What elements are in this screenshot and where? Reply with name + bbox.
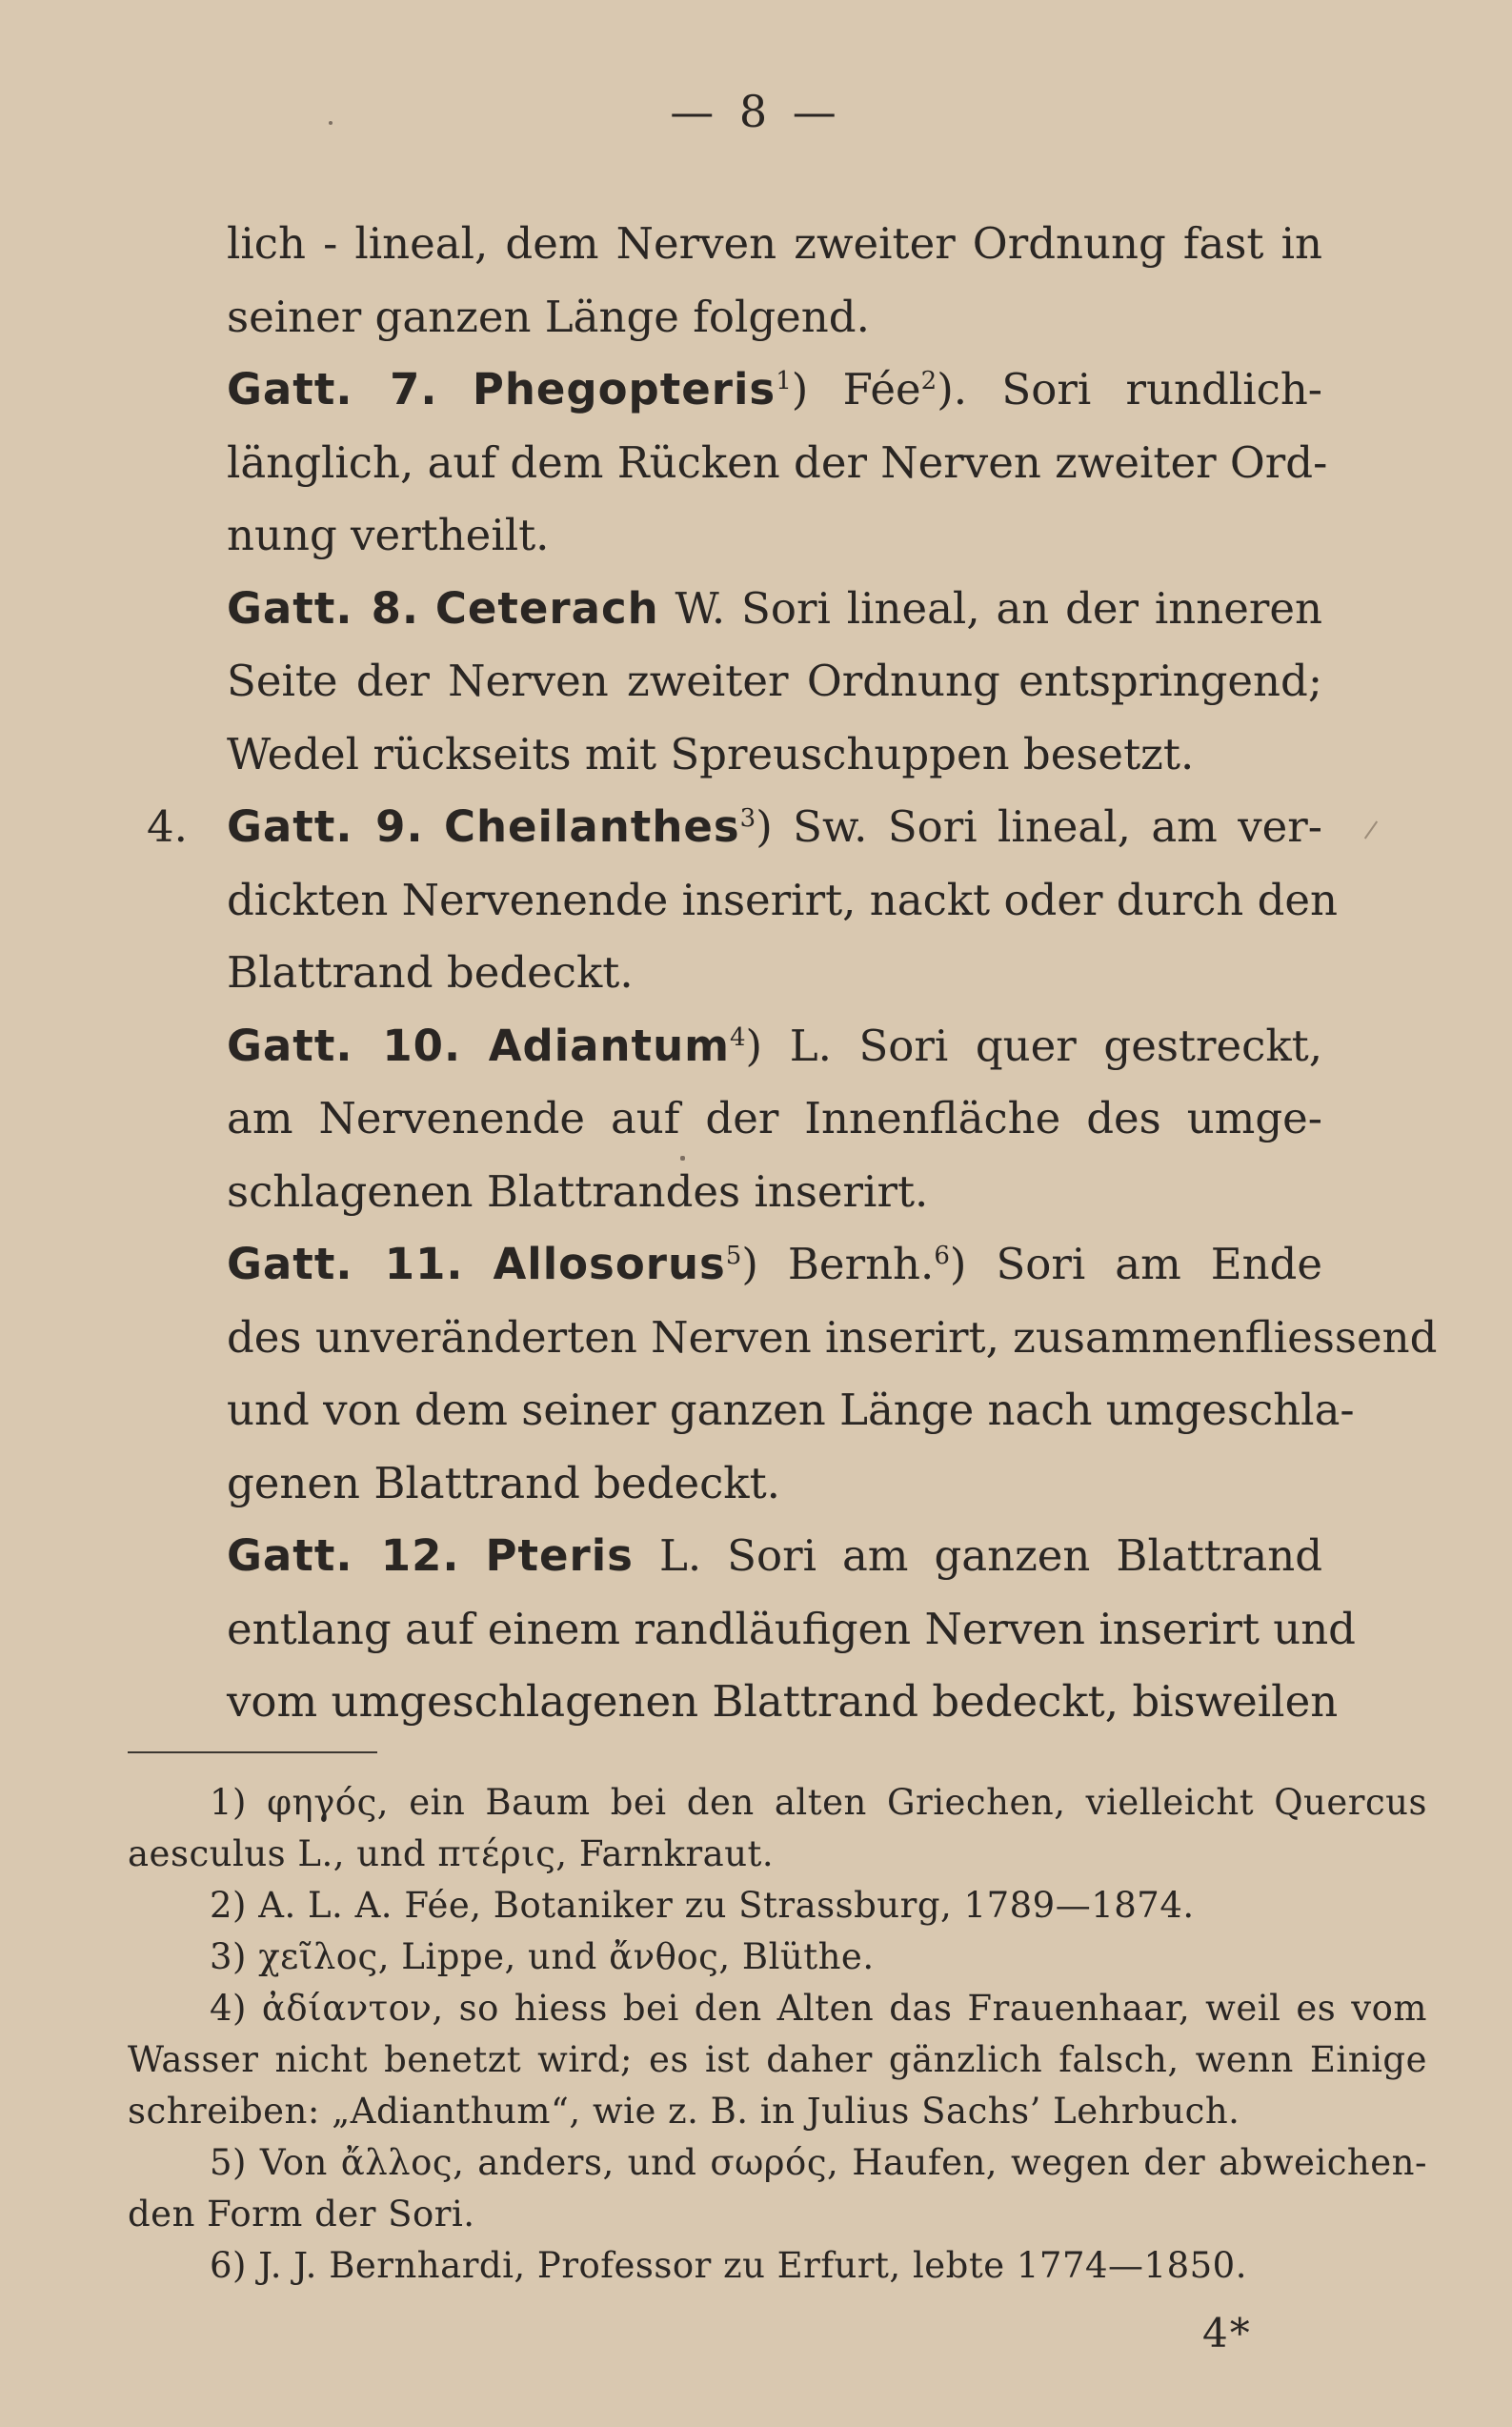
genus-description: ) Sw. Sori lineal, am ver- <box>756 801 1322 852</box>
text-line: vom umgeschlagenen Blattrand bedeckt, bisweilen <box>227 1676 1339 1727</box>
footnote-4-continued: schreiben: „Adianthum“, wie z. B. in Julius Sachs’ Lehrbuch. <box>128 2091 1240 2132</box>
genus-entry-heading <box>147 791 1322 864</box>
text-line: am Nervenende auf der Innenfläche des umge- <box>227 1093 1322 1143</box>
text-line: nung vertheilt. <box>227 510 550 560</box>
margin-number: 4. <box>147 801 188 852</box>
footnote-ref: 5 <box>725 1242 742 1270</box>
text-line: dickten Nervenende inserirt, nackt oder durch den <box>227 874 1339 925</box>
genus-number: Gatt. 9. <box>227 801 424 852</box>
genus-description: W. Sori lineal, an der inneren <box>658 582 1322 634</box>
genus-entry-heading <box>227 573 1322 646</box>
text-line: entlang auf einem randläufigen Nerven inserirt und <box>227 1603 1356 1654</box>
footnote-ref: 1 <box>776 367 792 395</box>
footnote-1: 1) φηγός, ein Baum bei den alten Griechen, vielleicht Quercus <box>210 1782 1427 1823</box>
genus-name: Allosorus <box>493 1239 726 1289</box>
genus-number: Gatt. 11. <box>227 1239 464 1289</box>
text-line: Wedel rückseits mit Spreuschuppen besetzt. <box>227 728 1195 779</box>
footnote-4: 4) ἀδίαντον, so hiess bei den Alten das Frauenhaar, weil es vom <box>210 1988 1427 2029</box>
text-line: Blattrand bedeckt. <box>227 947 634 998</box>
genus-name: Adiantum <box>488 1020 730 1071</box>
genus-author: ) Fée <box>791 364 921 415</box>
footnote-separator <box>128 1751 377 1753</box>
footnote-4-continued: Wasser nicht benetzt wird; es ist daher gänzlich falsch, wenn Einige <box>128 2039 1427 2080</box>
genus-entry-heading <box>227 1010 1322 1083</box>
stray-mark <box>1364 820 1378 839</box>
genus-number: Gatt. 7. <box>227 364 438 415</box>
footnote-6: 6) J. J. Bernhardi, Professor zu Erfurt, lebte 1774—1850. <box>210 2245 1247 2286</box>
text-line: seiner ganzen Länge folgend. <box>227 291 870 342</box>
footnote-ref: 2 <box>920 367 937 395</box>
text-line: genen Blattrand bedeckt. <box>227 1457 780 1508</box>
footnote-3: 3) χεῖλος, Lippe, und ἄνθος, Blüthe. <box>210 1936 875 1977</box>
main-text <box>147 208 1438 1739</box>
text-line: lich - lineal, dem Nerven zweiter Ordnung fast in <box>227 218 1322 269</box>
text-line: Seite der Nerven zweiter Ordnung entspringend; <box>227 656 1322 706</box>
genus-entry-heading <box>227 1228 1322 1302</box>
footnote-ref: 4 <box>730 1022 746 1052</box>
genus-description: ). Sori rundlich- <box>937 364 1323 415</box>
genus-description: L. Sori am ganzen Blattrand <box>633 1530 1322 1581</box>
genus-name: Pteris <box>485 1530 634 1581</box>
text-line: länglich, auf dem Rücken der Nerven zweiter Ord- <box>227 436 1328 488</box>
text-line: und von dem seiner ganzen Länge nach umgeschla- <box>227 1385 1355 1435</box>
genus-entry-heading <box>227 1520 1322 1593</box>
footnote-1-continued: aesculus L., und πτέρις, Farnkraut. <box>128 1833 775 1874</box>
genus-number: Gatt. 10. <box>227 1020 462 1071</box>
genus-description: ) L. Sori quer gestreckt, <box>745 1020 1322 1071</box>
footnotes <box>128 1777 1427 2292</box>
genus-name: Ceterach <box>434 582 659 634</box>
genus-author: ) Bernh. <box>741 1239 935 1289</box>
text-line: schlagenen Blattrandes inserirt. <box>227 1165 929 1217</box>
genus-number: Gatt. 12. <box>227 1530 460 1581</box>
genus-name: Cheilanthes <box>443 801 740 852</box>
footnote-5-continued: den Form der Sori. <box>128 2194 475 2235</box>
footnote-ref: 6 <box>934 1242 950 1270</box>
genus-description: ) Sori am Ende <box>949 1239 1322 1289</box>
footnote-ref: 3 <box>739 804 756 833</box>
footnote-5: 5) Von ἄλλος, anders, und σωρός, Haufen, wegen der abweichen- <box>210 2142 1427 2183</box>
footnote-2: 2) A. L. A. Fée, Botaniker zu Strassburg, 1789—1874. <box>210 1885 1195 1926</box>
text-line: des unveränderten Nerven inserirt, zusammenfliessend <box>227 1311 1438 1363</box>
page-number: — 8 — <box>670 86 842 137</box>
genus-number: Gatt. 8. <box>227 582 420 634</box>
genus-name: Phegopteris <box>472 364 776 415</box>
printer-signature: 4* <box>1202 2310 1252 2356</box>
genus-entry-heading <box>227 354 1322 427</box>
